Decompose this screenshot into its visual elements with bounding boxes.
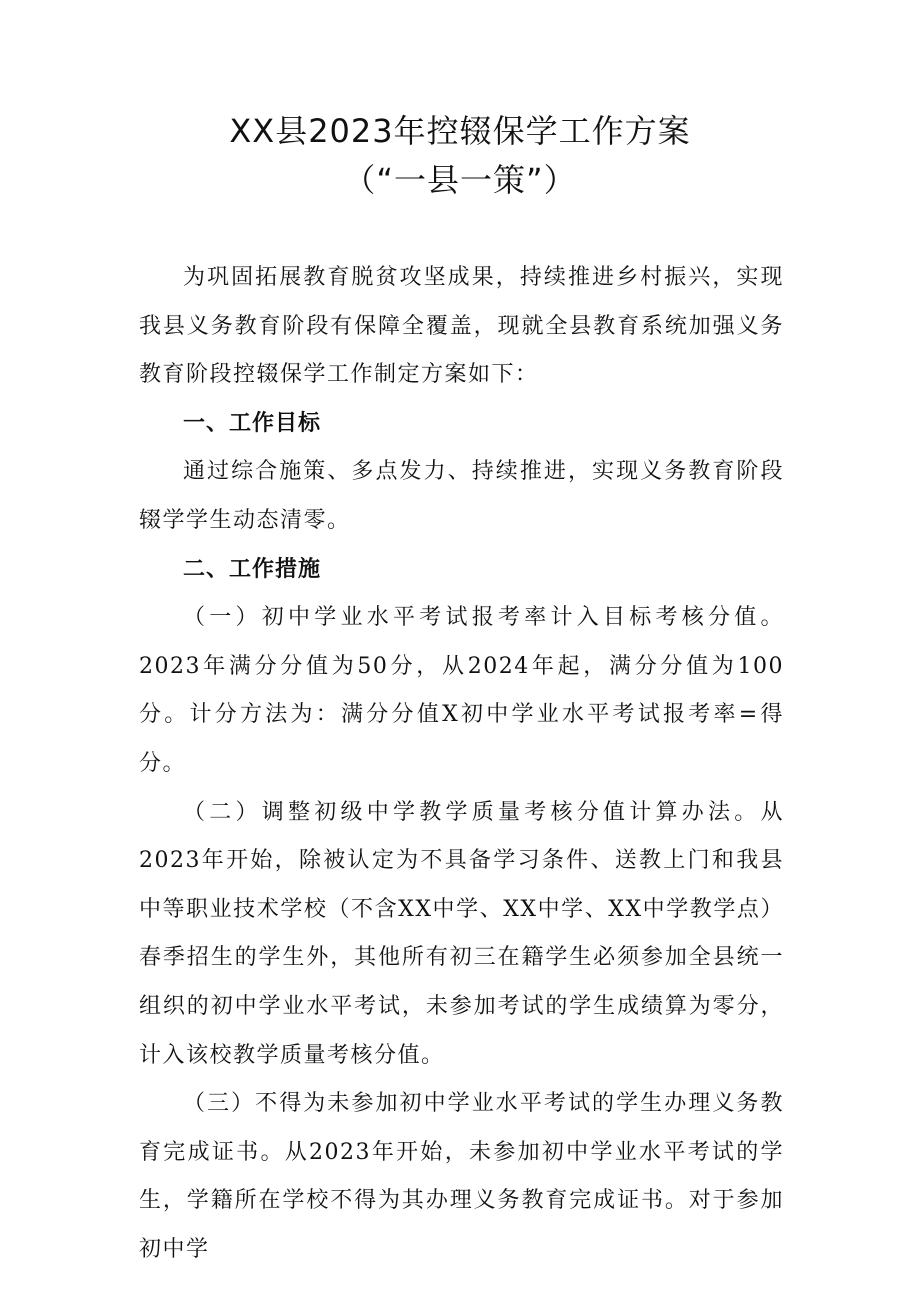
measure-item-2: （二）调整初级中学教学质量考核分值计算办法。从2023年开始，除被认定为不具备学习条件、送教上门和我县中等职业技术学校（不含XX中学、XX中学、XX中学教学点）春季招生的学生外，其他所有初三在籍学生必须参加全县统一组织的初中学业水平考试，未参加考试的学生成绩算为零分，计入该校教学质量考核分值。 <box>139 799 784 1068</box>
goals-paragraph: 通过综合施策、多点发力、持续推进，实现义务教育阶段辍学学生动态清零。 <box>139 459 784 533</box>
intro-paragraph: 为巩固拓展教育脱贫攻坚成果，持续推进乡村振兴，实现我县义务教育阶段有保障全覆盖，现就全县教育系统加强义务教育阶段控辍保学工作制定方案如下： <box>139 265 784 388</box>
section-heading-measures: 二、工作措施 <box>183 556 322 582</box>
measure-item-3: （三）不得为未参加初中学业水平考试的学生办理义务教育完成证书。从2023年开始，未参加初中学业水平考试的学生，学籍所在学校不得为其办理义务教育完成证书。对于参加初中学 <box>139 1091 784 1262</box>
document-subtitle: （“一县一策”） <box>343 161 577 199</box>
document-title: XX县2023年控辍保学工作方案 <box>229 112 691 150</box>
measure-item-1: （一）初中学业水平考试报考率计入目标考核分值。2023年满分分值为50分，从2024年起，满分分值为100分。计分方法为：满分分值X初中学业水平考试报考率=得分。 <box>139 605 784 776</box>
document-body <box>139 254 784 1274</box>
section-heading-goals: 一、工作目标 <box>183 410 322 436</box>
